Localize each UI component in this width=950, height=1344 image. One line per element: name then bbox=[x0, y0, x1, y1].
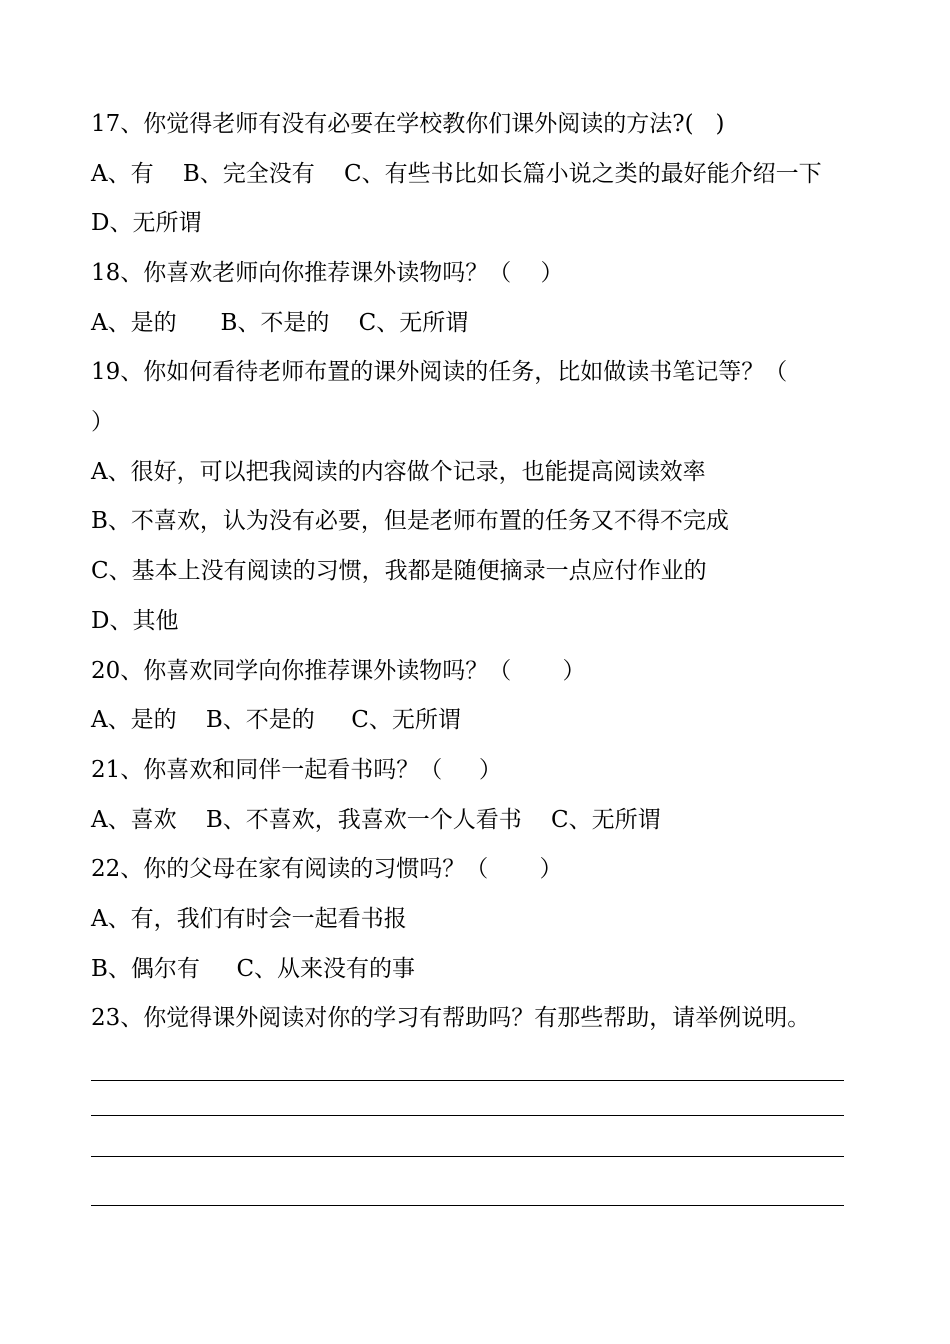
question-18: 18、你喜欢老师向你推荐课外读物吗？（ ） bbox=[91, 260, 564, 286]
question-17: 17、你觉得老师有没有必要在学校教你们课外阅读的方法?( ) bbox=[91, 111, 725, 137]
question-20-options: A、是的 B、不是的 C、无所谓 bbox=[91, 707, 461, 733]
question-19-option-b: B、不喜欢，认为没有必要，但是老师布置的任务又不得不完成 bbox=[91, 508, 729, 534]
question-19-option-c: C、基本上没有阅读的习惯，我都是随便摘录一点应付作业的 bbox=[91, 558, 707, 584]
question-19-option-d: D、其他 bbox=[91, 608, 179, 634]
question-19-option-a: A、很好，可以把我阅读的内容做个记录，也能提高阅读效率 bbox=[91, 459, 706, 485]
question-19-paren: ） bbox=[91, 409, 114, 435]
answer-line bbox=[91, 1205, 844, 1206]
question-21-options: A、喜欢 B、不喜欢，我喜欢一个人看书 C、无所谓 bbox=[91, 807, 661, 833]
answer-line bbox=[91, 1080, 844, 1081]
question-22-options-bc: B、偶尔有 C、从来没有的事 bbox=[91, 956, 416, 982]
question-17-options: A、有 B、完全没有 C、有些书比如长篇小说之类的最好能介绍一下 bbox=[91, 161, 822, 187]
question-23: 23、你觉得课外阅读对你的学习有帮助吗？有那些帮助，请举例说明。 bbox=[91, 1005, 811, 1031]
answer-line bbox=[91, 1115, 844, 1116]
question-21: 21、你喜欢和同伴一起看书吗？（ ） bbox=[91, 757, 502, 783]
question-17-option-d: D、无所谓 bbox=[91, 210, 202, 236]
question-22: 22、你的父母在家有阅读的习惯吗？（ ） bbox=[91, 856, 563, 882]
question-18-options: A、是的 B、不是的 C、无所谓 bbox=[91, 310, 469, 336]
question-20: 20、你喜欢同学向你推荐课外读物吗？（ ） bbox=[91, 658, 586, 684]
answer-line bbox=[91, 1156, 844, 1157]
question-22-option-a: A、有，我们有时会一起看书报 bbox=[91, 906, 407, 932]
question-19: 19、你如何看待老师布置的课外阅读的任务，比如做读书笔记等？（ bbox=[91, 359, 788, 385]
